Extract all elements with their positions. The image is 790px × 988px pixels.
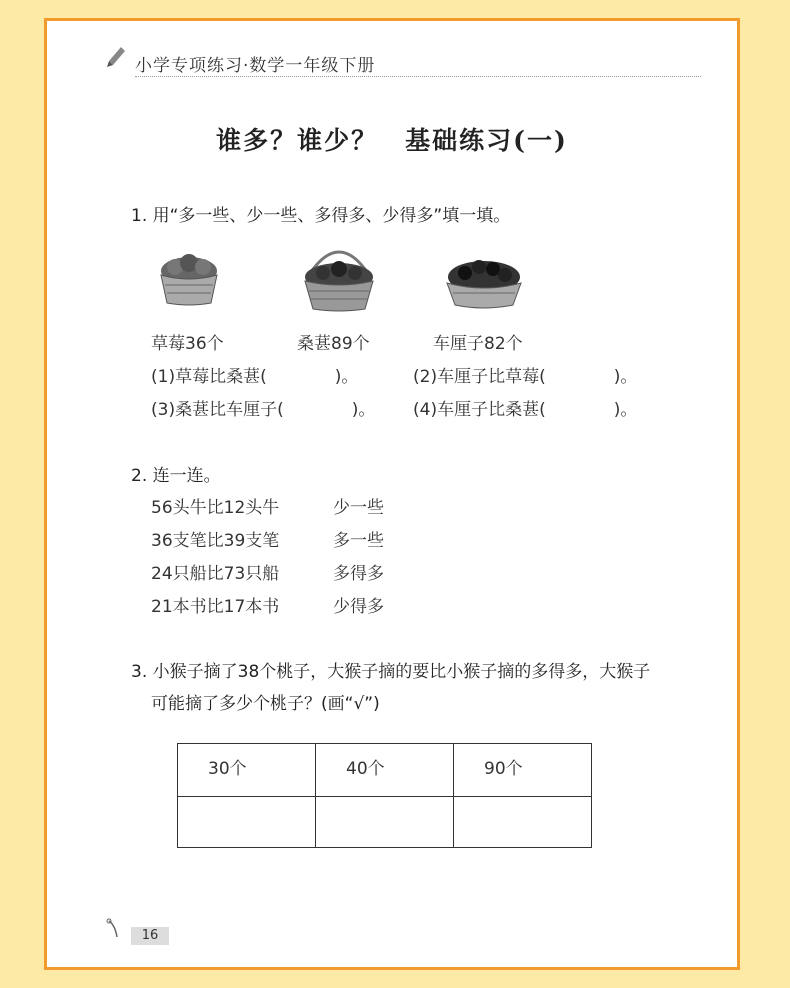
q2-right-2: 多一些 [333,531,384,551]
q2-right-4: 少得多 [333,597,384,617]
page [44,18,740,970]
q1-item-1: (1)草莓比桑葚( )。 [151,367,359,387]
q1-item-4: (4)车厘子比桑葚( )。 [413,400,638,420]
q2-left-2: 36支笔比39支笔 [151,531,280,551]
answer-cell-40[interactable] [316,797,454,848]
answer-cell-90[interactable] [454,797,592,848]
question-3-prompt-line-1: 3. 小猴子摘了38个桃子，大猴子摘的要比小猴子摘的多得多，大猴子 [131,662,651,682]
page-number: 16 [131,927,169,945]
book-header: 小学专项练习·数学一年级下册 [135,56,376,76]
question-1-prompt: 1. 用“多一些、少一些、多得多、少得多”填一填。 [131,206,511,226]
swirl-icon [105,917,131,943]
question-2-prompt: 2. 连一连。 [131,466,221,486]
q1-item-2: (2)车厘子比草莓( )。 [413,367,638,387]
answer-table [177,743,592,848]
q2-right-3: 多得多 [333,564,384,584]
option-90: 90个 [454,744,592,797]
answer-cell-30[interactable] [178,797,316,848]
cherry-label: 车厘子82个 [433,334,523,354]
q2-left-1: 56头牛比12头牛 [151,498,280,518]
question-3-prompt-line-2: 可能摘了多少个桃子？(画“√”) [151,694,380,714]
mulberry-label: 桑葚89个 [297,334,370,354]
strawberry-label: 草莓36个 [151,334,224,354]
q2-left-4: 21本书比17本书 [151,597,280,617]
pencil-icon [105,43,129,67]
option-40: 40个 [316,744,454,797]
mulberry-basket-image [299,235,379,313]
page-title: 谁多？谁少？ 基础练习(一) [216,126,568,155]
header-divider [135,76,701,77]
q1-item-3: (3)桑葚比车厘子( )。 [151,400,376,420]
q2-left-3: 24只船比73只船 [151,564,280,584]
strawberry-basket-image [157,249,221,307]
cherry-basket-image [443,255,525,311]
q2-right-1: 少一些 [333,498,384,518]
option-30: 30个 [178,744,316,797]
